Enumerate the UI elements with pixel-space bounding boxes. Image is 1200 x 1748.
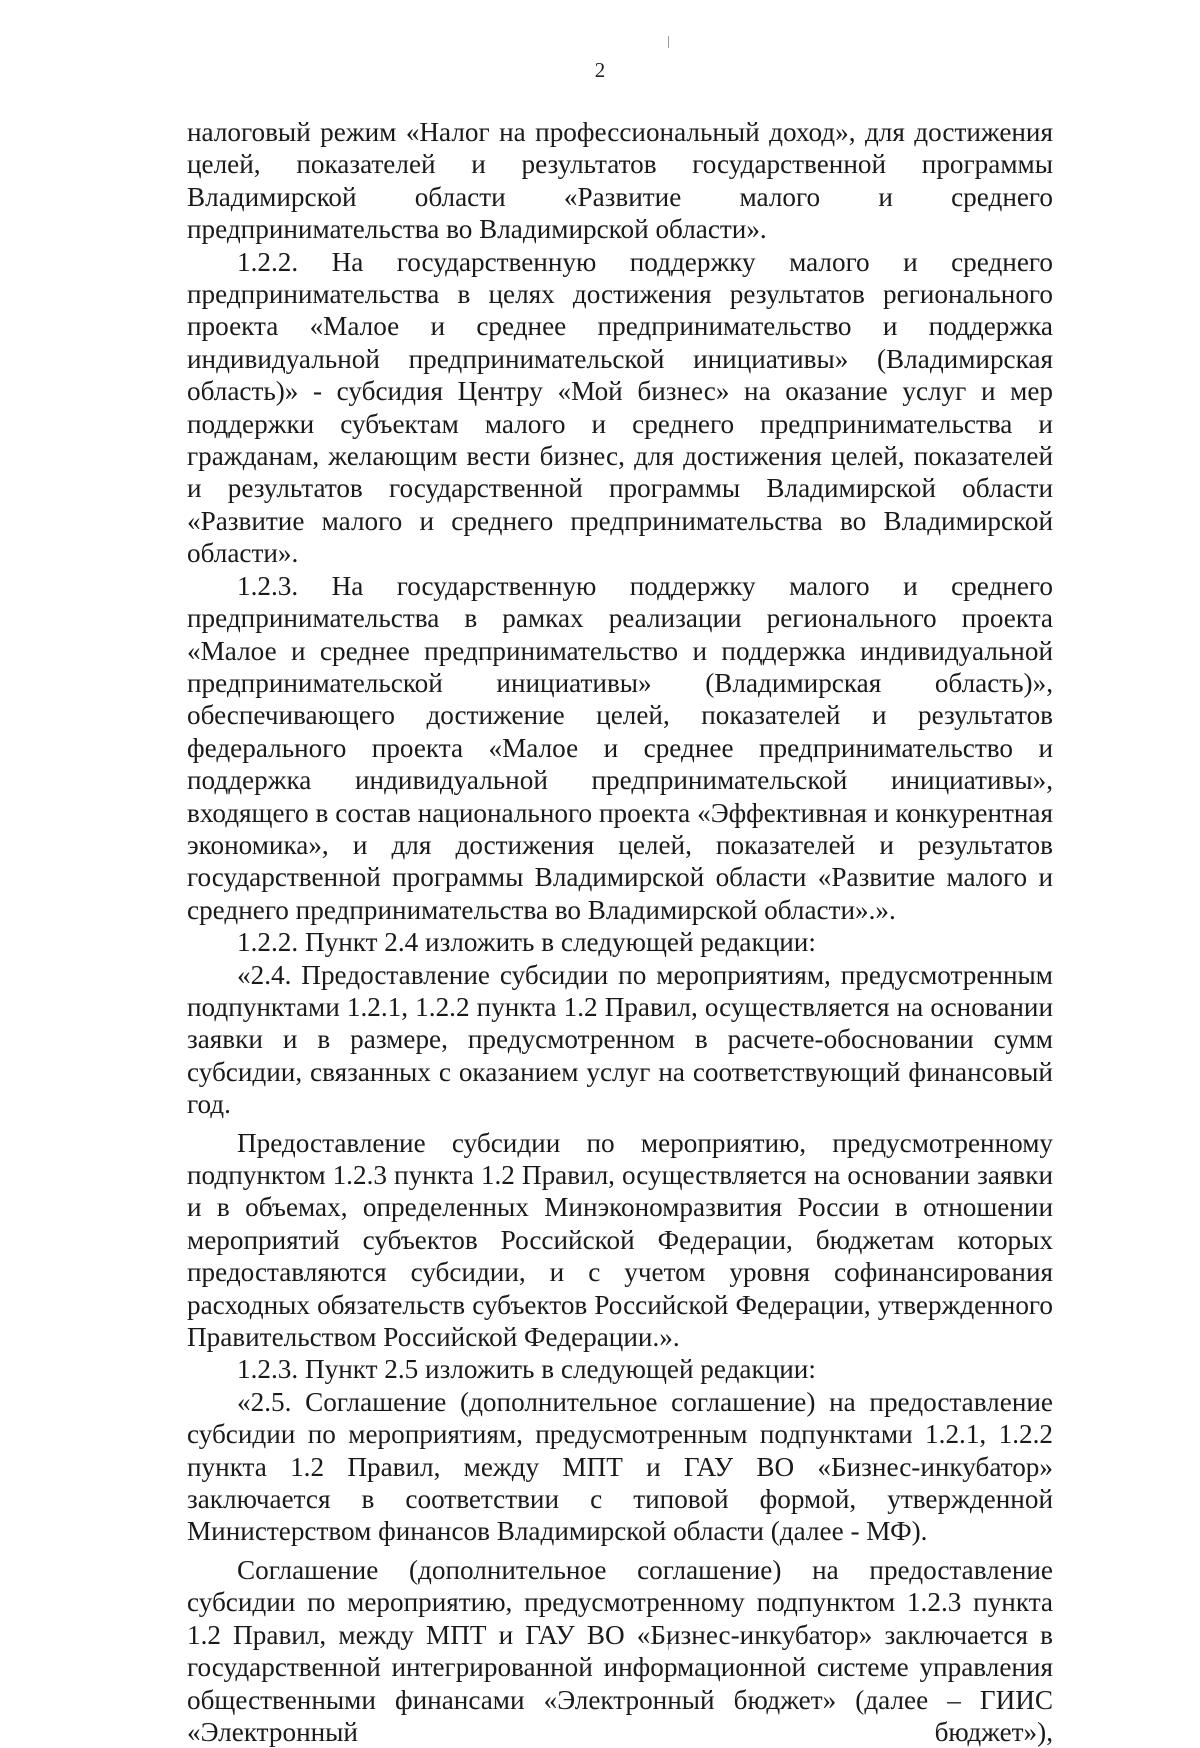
paragraph-2-4-text: «2.4. Предоставление субсидии по мероприятиям, предусмотренным подпунктами 1.2.1, 1.2.2 пункта 1.2 Правил, осуществляется на основании заявки и в размере, предусмотренном в расчете-обосновании сумм субсидии, связанных с оказанием услуг на соответствующий финансовый год. xyxy=(187,959,1053,1120)
paragraph-amend-2-4: 1.2.2. Пункт 2.4 изложить в следующей редакции: xyxy=(237,927,816,958)
scan-mark-top xyxy=(668,36,669,48)
paragraph-continuation: налоговый режим «Налог на профессиональный доход», для достижения целей, показателей и результатов государственной программы Владимирской области «Развитие малого и среднего предпринимательства во Владимирской области». xyxy=(187,117,1053,245)
document-body xyxy=(187,116,1053,1748)
paragraph-2-5-continued: Соглашение (дополнительное соглашение) на предоставление субсидии по мероприятию, предусмотренному подпунктом 1.2.3 пункта 1.2 Правил, между МПТ и ГАУ ВО «Бизнес-инкубатор» заключается в государственной интегрированной информационной системе управления общественными финансами «Электронный бюджет» (далее – ГИИС «Электронный бюджет»), xyxy=(187,1554,1053,1747)
paragraph-amend-2-5: 1.2.3. Пункт 2.5 изложить в следующей редакции: xyxy=(237,1354,816,1385)
paragraph-2-5-text: «2.5. Соглашение (дополнительное соглашение) на предоставление субсидии по мероприятиям, предусмотренным подпунктами 1.2.1, 1.2.2 пункта 1.2 Правил, между МПТ и ГАУ ВО «Бизнес-инкубатор» заключается в соответствии с типовой формой, утвержденной Министерством финансов Владимирской области (далее - МФ). xyxy=(187,1386,1053,1547)
paragraph-1-2-2: 1.2.2. На государственную поддержку малого и среднего предпринимательства в целях достижения результатов регионального проекта «Малое и среднее предпринимательство и поддержка индивидуальной предпринимательской инициативы» (Владимирская область)» - субсидия Центру «Мой бизнес» на оказание услуг и мер поддержки субъектам малого и среднего предпринимательства и гражданам, желающим вести бизнес, для достижения целей, показателей и результатов государственной программы Владимирской области «Развитие малого и среднего предпринимательства во Владимирской области». xyxy=(187,246,1053,569)
page-number: 2 xyxy=(594,58,606,82)
paragraph-2-4-continued: Предоставление субсидии по мероприятию, предусмотренному подпунктом 1.2.3 пункта 1.2 Правил, осуществляется на основании заявки и в объемах, определенных Минэкономразвития России в отношении мероприятий субъектов Российской Федерации, бюджетам которых предоставляются субсидии, и с учетом уровня софинансирования расходных обязательств субъектов Российской Федерации, утвержденного Правительством Российской Федерации.». xyxy=(187,1127,1053,1353)
paragraph-1-2-3: 1.2.3. На государственную поддержку малого и среднего предпринимательства в рамках реализации регионального проекта «Малое и среднее предпринимательство и поддержка индивидуальной предпринимательской инициативы» (Владимирская область)», обеспечивающего достижение целей, показателей и результатов федерального проекта «Малое и среднее предпринимательство и поддержка индивидуальной предпринимательской инициативы», входящего в состав национального проекта «Эффективная и конкурентная экономика», и для достижения целей, показателей и результатов государственной программы Владимирской области «Развитие малого и среднего предпринимательства во Владимирской области».». xyxy=(187,570,1053,925)
